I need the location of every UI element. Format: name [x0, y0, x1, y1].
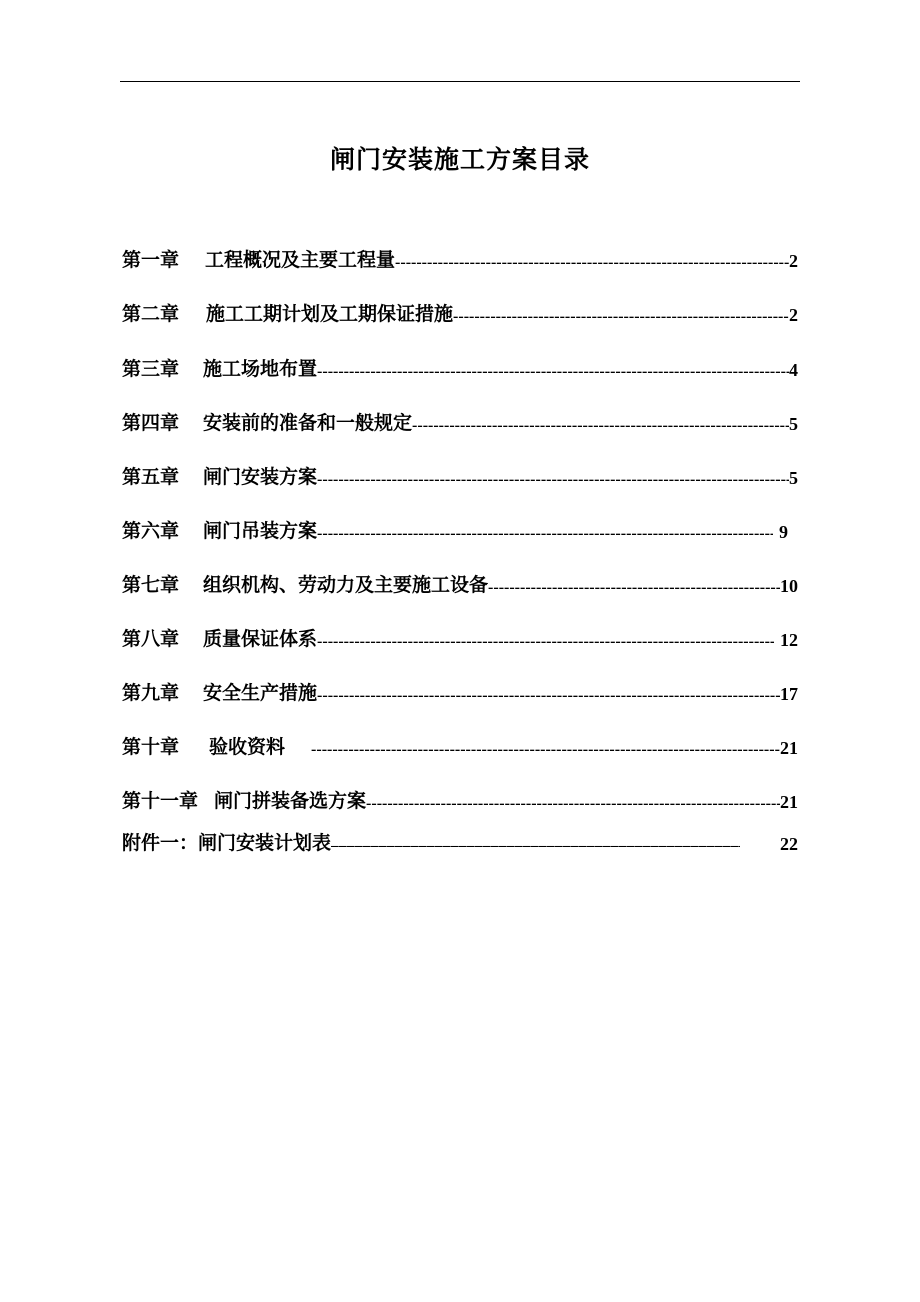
toc-leader [412, 417, 789, 435]
toc-leader [453, 308, 789, 326]
toc-leader [317, 471, 789, 489]
toc-chapter-label: 第八章 [122, 628, 180, 650]
toc-chapter-label: 第七章 [122, 574, 180, 596]
toc-leader [317, 363, 789, 381]
toc-leader [317, 687, 780, 705]
toc-entry[interactable] [122, 463, 798, 489]
toc-leader [317, 525, 773, 543]
toc-entry[interactable] [122, 246, 798, 272]
toc-page-number: 10 [780, 576, 798, 596]
toc-chapter-label: 第十章 [122, 736, 180, 758]
toc-entry[interactable] [122, 517, 788, 543]
toc-chapter-label: 第二章 [122, 303, 180, 325]
toc-entry[interactable] [122, 787, 798, 813]
page-title: 闸门安装施工方案目录 [329, 145, 590, 174]
toc-page-number: 5 [789, 414, 798, 434]
toc-page-number: 21 [780, 792, 798, 812]
toc-page-number: 12 [780, 630, 798, 650]
header-rule [120, 81, 800, 82]
toc-chapter-label: 第一章 [122, 249, 180, 271]
toc-appendix-entry[interactable] [122, 829, 798, 855]
toc-page-number: 22 [780, 834, 798, 854]
toc-heading: 施工工期计划及工期保证措施 [206, 303, 454, 325]
toc-heading: 闸门吊装方案 [203, 520, 318, 542]
toc-appendix-label: 附件一：闸门安装计划表 [122, 832, 332, 854]
toc-heading: 组织机构、劳动力及主要施工设备 [203, 574, 489, 596]
toc-heading: 施工场地布置 [203, 358, 318, 380]
toc-page-number: 21 [780, 738, 798, 758]
toc-heading: 验收资料 [209, 736, 286, 758]
toc-leader [331, 837, 740, 855]
toc-page-number: 4 [789, 360, 798, 380]
toc-chapter-label: 第五章 [122, 466, 180, 488]
toc-leader [395, 254, 789, 272]
toc-entry[interactable] [122, 679, 798, 705]
toc-leader [317, 633, 774, 651]
toc-page-number: 2 [789, 305, 798, 325]
toc-leader [311, 741, 780, 759]
toc-heading: 闸门拼装备选方案 [214, 790, 367, 812]
toc-heading: 安装前的准备和一般规定 [203, 412, 413, 434]
toc-chapter-label: 第三章 [122, 358, 180, 380]
toc-leader [488, 579, 780, 597]
toc-chapter-label: 第四章 [122, 412, 180, 434]
toc-entry[interactable] [122, 300, 798, 326]
toc-entry[interactable] [122, 625, 798, 651]
toc-heading: 质量保证体系 [203, 628, 318, 650]
toc-heading: 安全生产措施 [203, 682, 318, 704]
toc-chapter-label: 第十一章 [122, 790, 199, 812]
toc-page-number: 5 [789, 468, 798, 488]
toc-page-number: 9 [779, 522, 788, 542]
toc-leader [366, 795, 780, 813]
toc-entry[interactable] [122, 409, 798, 435]
toc-heading: 闸门安装方案 [203, 466, 318, 488]
toc-entry[interactable] [122, 571, 798, 597]
toc-entry[interactable] [122, 733, 798, 759]
toc-page-number: 17 [780, 684, 798, 704]
toc-chapter-label: 第九章 [122, 682, 180, 704]
toc-page-number: 2 [789, 251, 798, 271]
toc-entry[interactable] [122, 355, 798, 381]
toc-heading: 工程概况及主要工程量 [205, 249, 396, 271]
toc-chapter-label: 第六章 [122, 520, 180, 542]
